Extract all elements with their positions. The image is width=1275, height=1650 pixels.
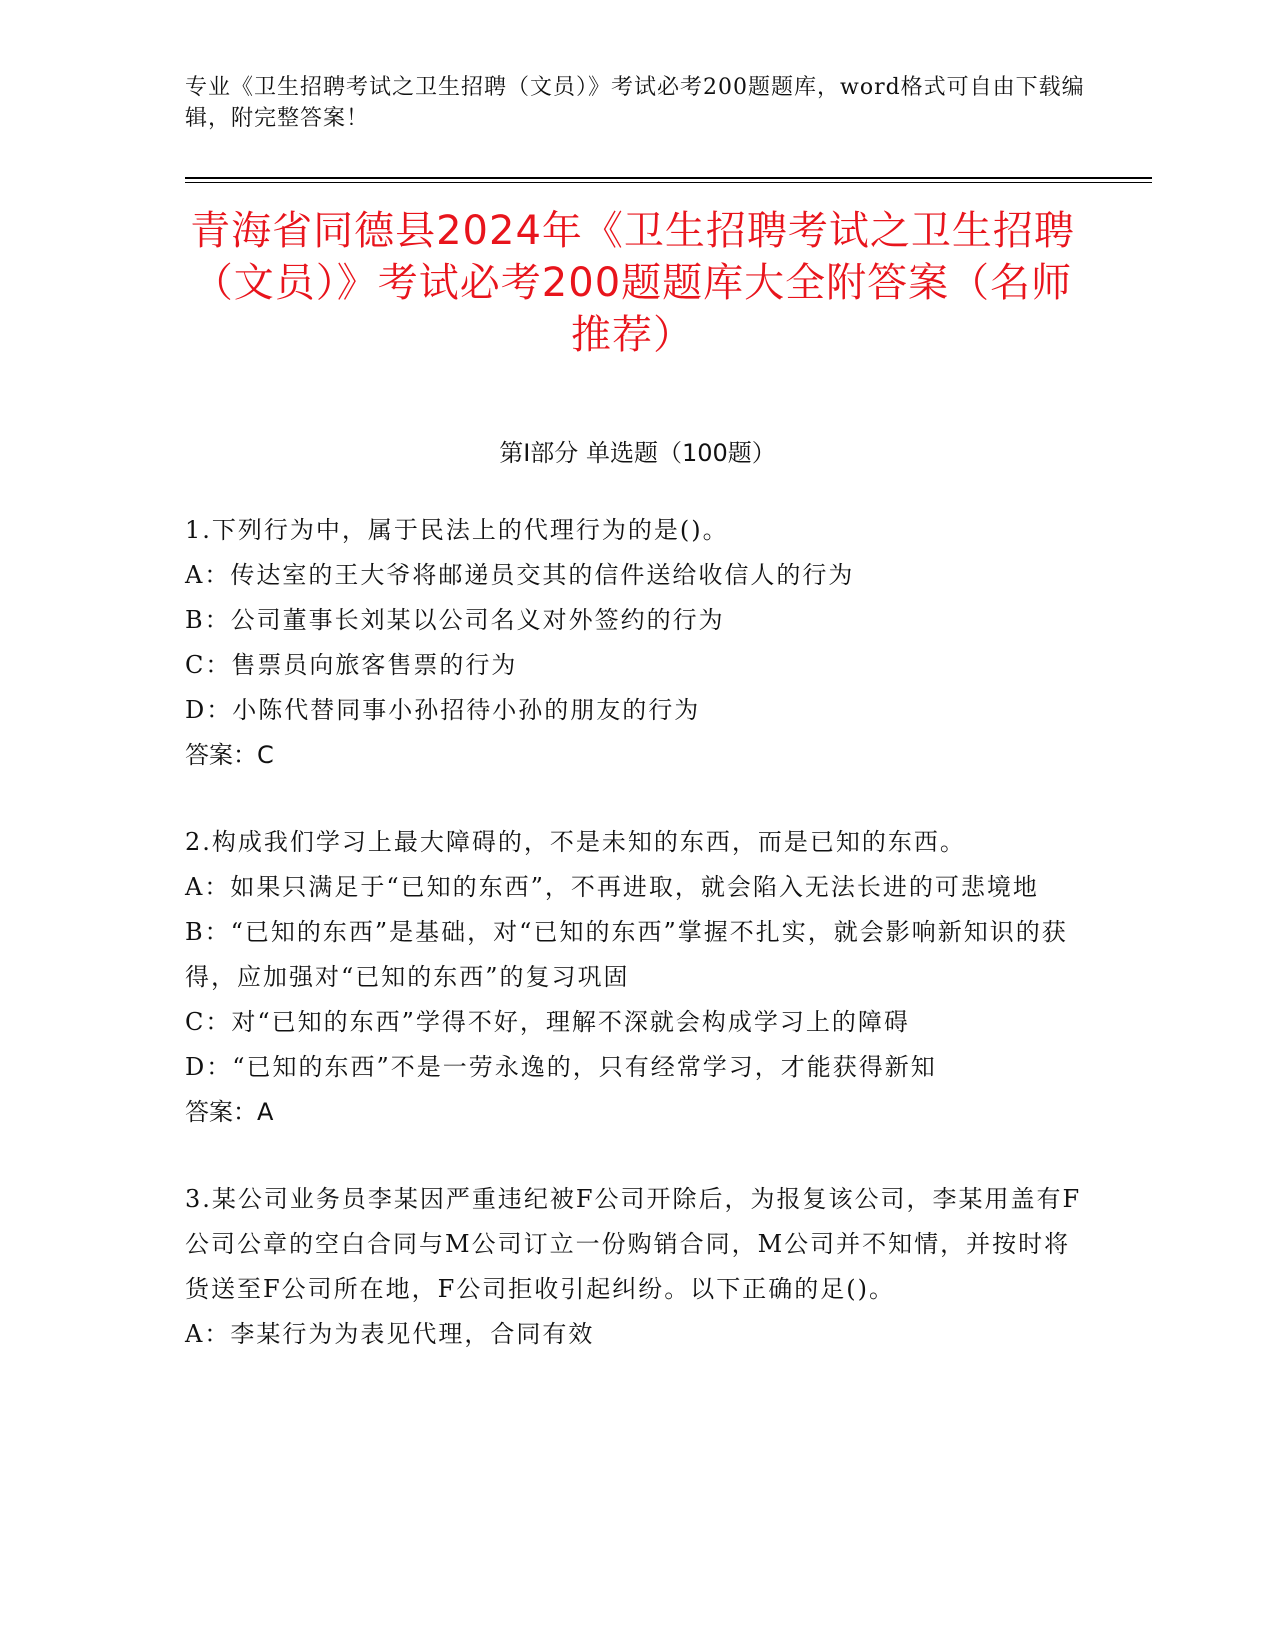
question-2 xyxy=(185,820,1090,1135)
answer-line: 答案：A xyxy=(185,1098,274,1126)
answer-line: 答案：C xyxy=(185,741,274,769)
option-d: D：“已知的东西”不是一劳永逸的，只有经常学习，才能获得新知 xyxy=(185,1053,937,1081)
header-note: 专业《卫生招聘考试之卫生招聘（文员）》考试必考200题题库，word格式可自由下载编辑，附完整答案！ xyxy=(185,75,1085,131)
option-a: A：李某行为为表见代理，合同有效 xyxy=(185,1320,595,1348)
section-title: 第I部分 单选题（100题） xyxy=(499,439,776,467)
header-divider-thin xyxy=(185,182,1152,183)
option-b: B：“已知的东西”是基础，对“已知的东西”掌握不扎实，就会影响新知识的获得，应加强对“已知的东西”的复习巩固 xyxy=(185,918,1068,991)
question-1 xyxy=(185,508,1090,778)
question-stem: 3.某公司业务员李某因严重违纪被F公司开除后，为报复该公司，李某用盖有F公司公章的空白合同与M公司订立一份购销合同，M公司并不知情，并按时将货送至F公司所在地，F公司拒收引起纠纷。以下正确的足()。 xyxy=(185,1185,1082,1303)
option-d: D：小陈代替同事小孙招待小孙的朋友的行为 xyxy=(185,696,701,724)
question-stem: 2.构成我们学习上最大障碍的，不是未知的东西，而是已知的东西。 xyxy=(185,828,966,856)
option-a: A：传达室的王大爷将邮递员交其的信件送给收信人的行为 xyxy=(185,561,855,589)
option-a: A：如果只满足于“已知的东西”，不再进取，就会陷入无法长进的可悲境地 xyxy=(185,873,1039,901)
option-c: C：对“已知的东西”学得不好，理解不深就会构成学习上的障碍 xyxy=(185,1008,910,1036)
question-3 xyxy=(185,1177,1090,1357)
question-list xyxy=(185,508,1090,1399)
option-c: C：售票员向旅客售票的行为 xyxy=(185,651,518,679)
question-stem: 1.下列行为中，属于民法上的代理行为的是()。 xyxy=(185,516,729,544)
option-b: B：公司董事长刘某以公司名义对外签约的行为 xyxy=(185,606,725,634)
document-title: 青海省同德县2024年《卫生招聘考试之卫生招聘（文员）》考试必考200题题库大全附答案（名师推荐） xyxy=(190,208,1075,358)
header-divider xyxy=(185,177,1152,179)
